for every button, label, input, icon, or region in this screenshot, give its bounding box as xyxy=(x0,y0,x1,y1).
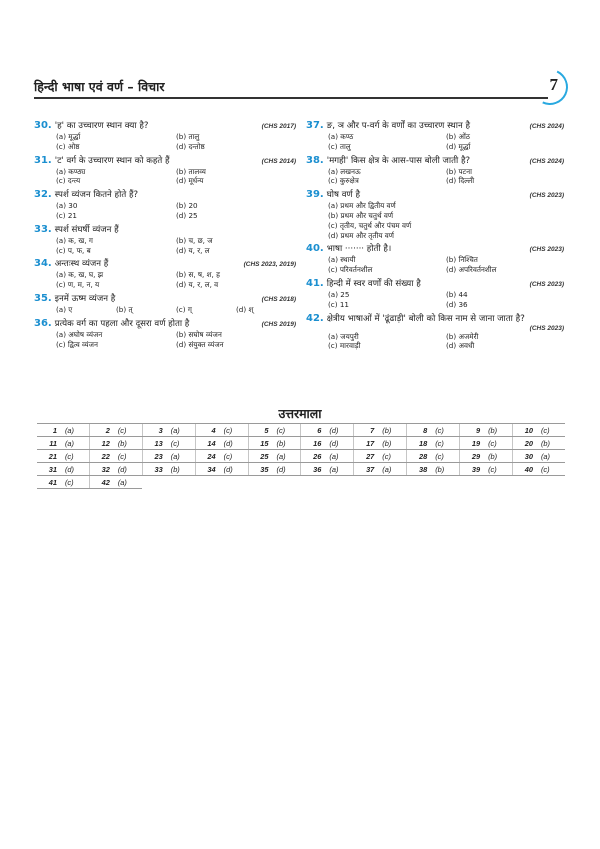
option-d: (d) य, र, ल xyxy=(176,245,210,255)
option-b: (b) प्रथम और चतुर्थ वर्ण xyxy=(328,210,394,220)
option-b: (b) अजमेरी xyxy=(446,331,479,341)
answer-number: 9 xyxy=(460,424,484,437)
answer-option: (b) xyxy=(378,437,406,450)
answer-number: 15 xyxy=(248,437,272,450)
answer-number: 17 xyxy=(354,437,378,450)
option-b: (b) च, छ, ज xyxy=(176,235,213,245)
exam-source: (CHS 2024) xyxy=(529,157,564,165)
right-column xyxy=(306,120,564,354)
answer-option: (c) xyxy=(114,450,142,463)
answer-number: 20 xyxy=(513,437,537,450)
question-40 xyxy=(306,243,564,275)
answer-number: 36 xyxy=(301,463,325,476)
answer-option: (a) xyxy=(61,437,89,450)
answer-option: (a) xyxy=(61,424,89,437)
answer-row xyxy=(37,450,565,463)
answer-option: (a) xyxy=(325,450,353,463)
answer-number xyxy=(248,476,272,489)
question-number: 40. xyxy=(306,243,324,255)
answer-number xyxy=(407,476,431,489)
answer-option: (d) xyxy=(273,463,301,476)
left-column xyxy=(34,120,296,352)
answer-number xyxy=(142,476,166,489)
answer-option: (a) xyxy=(114,476,142,489)
question-38 xyxy=(306,155,564,187)
option-a: (a) 25 xyxy=(328,289,350,299)
answer-option: (c) xyxy=(61,450,89,463)
option-d: (d) य, र, ल, व xyxy=(176,280,219,290)
option-c: (c) तृतीय, चतुर्थ और पंचम वर्ण xyxy=(328,220,412,230)
answer-option: (a) xyxy=(167,450,195,463)
option-b: (b) तालव्य xyxy=(176,166,206,176)
option-d: (d) 25 xyxy=(176,210,198,220)
option-a: (a) क, ख, ग xyxy=(56,235,93,245)
answer-number xyxy=(460,476,484,489)
exam-source: (CHS 2023) xyxy=(529,246,564,254)
exam-source: (CHS 2019) xyxy=(261,320,296,328)
option-d: (d) प्रथम और तृतीय वर्ण xyxy=(328,230,395,240)
answer-number: 41 xyxy=(37,476,61,489)
page-header xyxy=(34,75,566,100)
answer-number: 21 xyxy=(37,450,61,463)
question-text: स्पर्श व्यंजन कितने होते हैं? xyxy=(54,190,139,201)
answer-number: 24 xyxy=(195,450,219,463)
answer-number: 39 xyxy=(460,463,484,476)
answer-option xyxy=(484,476,512,489)
exam-source: (CHS 2023) xyxy=(529,324,564,332)
question-text: प्रत्येक वर्ग का पहला और दूसरा वर्ण होता है xyxy=(54,318,190,329)
answer-number: 8 xyxy=(407,424,431,437)
answer-number xyxy=(513,476,537,489)
option-c: (c) द्वित्व व्यंजन xyxy=(56,339,98,349)
answer-number: 33 xyxy=(142,463,166,476)
answer-option: (c) xyxy=(431,450,459,463)
answer-option: (b) xyxy=(431,463,459,476)
answer-number: 38 xyxy=(407,463,431,476)
option-b: (b) निश्चित xyxy=(446,255,478,265)
option-c: (c) ण, म, न, य xyxy=(56,280,100,290)
answer-option xyxy=(273,476,301,489)
option-d: (d) श् xyxy=(236,304,254,314)
answer-option: (d) xyxy=(114,463,142,476)
answer-option: (b) xyxy=(378,424,406,437)
answer-number: 32 xyxy=(89,463,113,476)
option-c: (c) परिवर्तनशील xyxy=(328,265,373,275)
question-number: 30. xyxy=(34,120,52,131)
answer-option xyxy=(378,476,406,489)
answer-option: (a) xyxy=(167,424,195,437)
question-34 xyxy=(34,258,296,290)
answer-number: 1 xyxy=(37,424,61,437)
answer-number: 14 xyxy=(195,437,219,450)
answer-row xyxy=(37,476,565,489)
answer-option: (c) xyxy=(273,424,301,437)
option-a: (a) लखनऊ xyxy=(328,166,361,176)
option-c: (c) ओष्ठ xyxy=(56,141,80,151)
option-c: (c) ग् xyxy=(176,304,192,314)
answer-option xyxy=(220,476,248,489)
option-b: (b) स, ष, श, ह xyxy=(176,270,220,280)
answer-option: (b) xyxy=(537,437,565,450)
question-text: 'ह' का उच्चारण स्थान क्या है? xyxy=(54,121,149,131)
question-number: 37. xyxy=(306,120,324,131)
option-c: (c) कुरुक्षेत्र xyxy=(328,176,359,186)
chapter-title: हिन्दी भाषा एवं वर्ण – विचार xyxy=(34,79,165,94)
answer-option: (a) xyxy=(273,450,301,463)
option-b: (b) त् xyxy=(116,304,133,314)
answer-number: 23 xyxy=(142,450,166,463)
exam-source: (CHS 2017) xyxy=(261,123,296,130)
answer-option: (d) xyxy=(325,424,353,437)
answer-number: 35 xyxy=(248,463,272,476)
answer-option xyxy=(537,476,565,489)
question-text: अन्तःस्थ व्यंजन हैं xyxy=(54,259,109,270)
question-number: 39. xyxy=(306,189,324,201)
exam-source: (CHS 2023) xyxy=(529,280,564,288)
answer-number: 6 xyxy=(301,424,325,437)
answer-number: 2 xyxy=(89,424,113,437)
question-37 xyxy=(306,120,564,152)
answer-option: (b) xyxy=(167,463,195,476)
option-c: (c) 11 xyxy=(328,299,349,309)
answer-number: 4 xyxy=(195,424,219,437)
question-text: भाषा ······· होती है। xyxy=(326,244,392,255)
option-d: (d) अवधी xyxy=(446,341,475,351)
question-text: क्षेत्रीय भाषाओं में 'ढूंढाड़ी' बोली को किस नाम से जाना जाता है? xyxy=(326,313,525,324)
option-c: (c) तालु xyxy=(328,141,351,151)
option-d: (d) 36 xyxy=(446,299,468,309)
question-number: 33. xyxy=(34,223,52,235)
option-a: (a) कण्ठ्य xyxy=(56,166,86,176)
answer-option: (c) xyxy=(220,424,248,437)
question-text: घोष वर्ण है xyxy=(326,190,361,201)
answer-option: (a) xyxy=(378,463,406,476)
answer-option: (b) xyxy=(273,437,301,450)
answer-number: 31 xyxy=(37,463,61,476)
option-d: (d) मूर्द्धा xyxy=(446,141,471,151)
option-b: (b) 44 xyxy=(446,289,468,299)
option-a: (a) 30 xyxy=(56,201,78,211)
question-number: 32. xyxy=(34,189,52,201)
question-number: 34. xyxy=(34,258,52,270)
question-39 xyxy=(306,189,564,240)
answer-option: (c) xyxy=(220,450,248,463)
answer-number: 34 xyxy=(195,463,219,476)
header-rule xyxy=(34,97,548,99)
question-36 xyxy=(34,318,296,350)
question-text: इनमें ऊष्म व्यंजन है xyxy=(54,293,116,304)
answer-number: 42 xyxy=(89,476,113,489)
option-d: (d) मूर्धन्य xyxy=(176,176,204,186)
answer-option: (a) xyxy=(325,463,353,476)
answer-number xyxy=(195,476,219,489)
answer-number: 26 xyxy=(301,450,325,463)
answer-number: 22 xyxy=(89,450,113,463)
answer-option: (c) xyxy=(537,463,565,476)
answer-option: (b) xyxy=(484,424,512,437)
answer-number xyxy=(354,476,378,489)
answer-option: (c) xyxy=(378,450,406,463)
answer-number: 30 xyxy=(513,450,537,463)
answer-number: 10 xyxy=(513,424,537,437)
option-b: (b) 20 xyxy=(176,201,198,211)
answer-number: 37 xyxy=(354,463,378,476)
option-a: (a) कण्ठ xyxy=(328,132,354,141)
question-30 xyxy=(34,120,296,152)
answer-number: 40 xyxy=(513,463,537,476)
answer-number: 19 xyxy=(460,437,484,450)
option-d: (d) दिल्ली xyxy=(446,176,475,186)
answer-option: (c) xyxy=(61,476,89,489)
question-31 xyxy=(34,155,296,187)
answer-number xyxy=(301,476,325,489)
page-number: 7 xyxy=(549,75,558,94)
option-a: (a) मूर्द्धा xyxy=(56,132,81,141)
answer-option: (b) xyxy=(114,437,142,450)
option-b: (b) सघोष व्यंजन xyxy=(176,329,222,339)
answer-number: 3 xyxy=(142,424,166,437)
option-a: (a) क, ख, घ, झ xyxy=(56,270,104,280)
exam-source: (CHS 2023, 2019) xyxy=(243,261,296,269)
exam-source: (CHS 2024) xyxy=(529,123,564,130)
option-c: (c) मारवाड़ी xyxy=(328,341,361,351)
option-a: (a) ए xyxy=(56,304,73,314)
answer-option: (c) xyxy=(537,424,565,437)
answer-option: (d) xyxy=(325,437,353,450)
question-number: 36. xyxy=(34,317,52,329)
answer-option xyxy=(325,476,353,489)
option-a: (a) प्रथम और द्वितीय वर्ण xyxy=(328,201,396,211)
exam-source: (CHS 2014) xyxy=(261,157,296,165)
option-c: (c) दन्त्य xyxy=(56,176,81,186)
option-d: (d) संयुक्त व्यंजन xyxy=(176,339,224,349)
question-number: 31. xyxy=(34,154,52,166)
question-35 xyxy=(34,293,296,315)
question-33 xyxy=(34,224,296,256)
question-text: ङ, ञ और प-वर्ग के वर्णों का उच्चारण स्थान है xyxy=(326,121,471,131)
answer-option: (d) xyxy=(220,437,248,450)
answer-number: 5 xyxy=(248,424,272,437)
answer-option: (b) xyxy=(484,450,512,463)
answer-row xyxy=(37,424,565,437)
exam-source: (CHS 2018) xyxy=(261,295,296,303)
answer-number: 12 xyxy=(89,437,113,450)
question-number: 41. xyxy=(306,277,324,289)
question-42 xyxy=(306,313,564,352)
answer-row xyxy=(37,437,565,450)
question-text: स्पर्श संघर्षी व्यंजन हैं xyxy=(54,224,119,235)
question-text: 'ट' वर्ग के उच्चारण स्थान को कहते हैं xyxy=(54,155,170,166)
answer-option: (d) xyxy=(220,463,248,476)
answer-option: (c) xyxy=(484,437,512,450)
option-b: (b) ओंठ xyxy=(446,132,470,141)
answer-number: 18 xyxy=(407,437,431,450)
answer-option: (c) xyxy=(114,424,142,437)
option-c: (c) 21 xyxy=(56,210,77,220)
answer-option: (a) xyxy=(537,450,565,463)
answer-option: (c) xyxy=(431,424,459,437)
answer-option: (c) xyxy=(484,463,512,476)
question-number: 42. xyxy=(306,312,324,324)
answer-number: 28 xyxy=(407,450,431,463)
answer-row xyxy=(37,463,565,476)
question-text: 'मगही' किस क्षेत्र के आस-पास बोली जाती है? xyxy=(326,155,471,166)
option-a: (a) अघोष व्यंजन xyxy=(56,329,103,339)
answer-option: (c) xyxy=(431,437,459,450)
option-a: (a) स्थायी xyxy=(328,255,356,265)
answer-number: 29 xyxy=(460,450,484,463)
answer-key-title: उत्तरमाला xyxy=(278,406,322,421)
answer-number: 7 xyxy=(354,424,378,437)
answer-number: 27 xyxy=(354,450,378,463)
option-d: (d) दन्तोष्ठ xyxy=(176,141,205,151)
answer-option xyxy=(167,476,195,489)
question-number: 38. xyxy=(306,154,324,166)
answer-number: 25 xyxy=(248,450,272,463)
option-c: (c) प, फ, ब xyxy=(56,245,91,255)
option-a: (a) जयपुरी xyxy=(328,331,359,341)
option-d: (d) अपरिवर्तनशील xyxy=(446,265,497,275)
option-b: (b) तालु xyxy=(176,132,200,141)
question-32 xyxy=(34,189,296,221)
answer-key-table xyxy=(37,423,565,489)
answer-option: (d) xyxy=(61,463,89,476)
answer-number: 11 xyxy=(37,437,61,450)
question-number: 35. xyxy=(34,292,52,304)
answer-number: 16 xyxy=(301,437,325,450)
answer-option xyxy=(431,476,459,489)
option-b: (b) पटना xyxy=(446,166,473,176)
question-text: हिन्दी में स्वर वर्णों की संख्या है xyxy=(326,278,421,289)
answer-option: (c) xyxy=(167,437,195,450)
question-41 xyxy=(306,278,564,310)
answer-number: 13 xyxy=(142,437,166,450)
exam-source: (CHS 2023) xyxy=(529,192,564,200)
